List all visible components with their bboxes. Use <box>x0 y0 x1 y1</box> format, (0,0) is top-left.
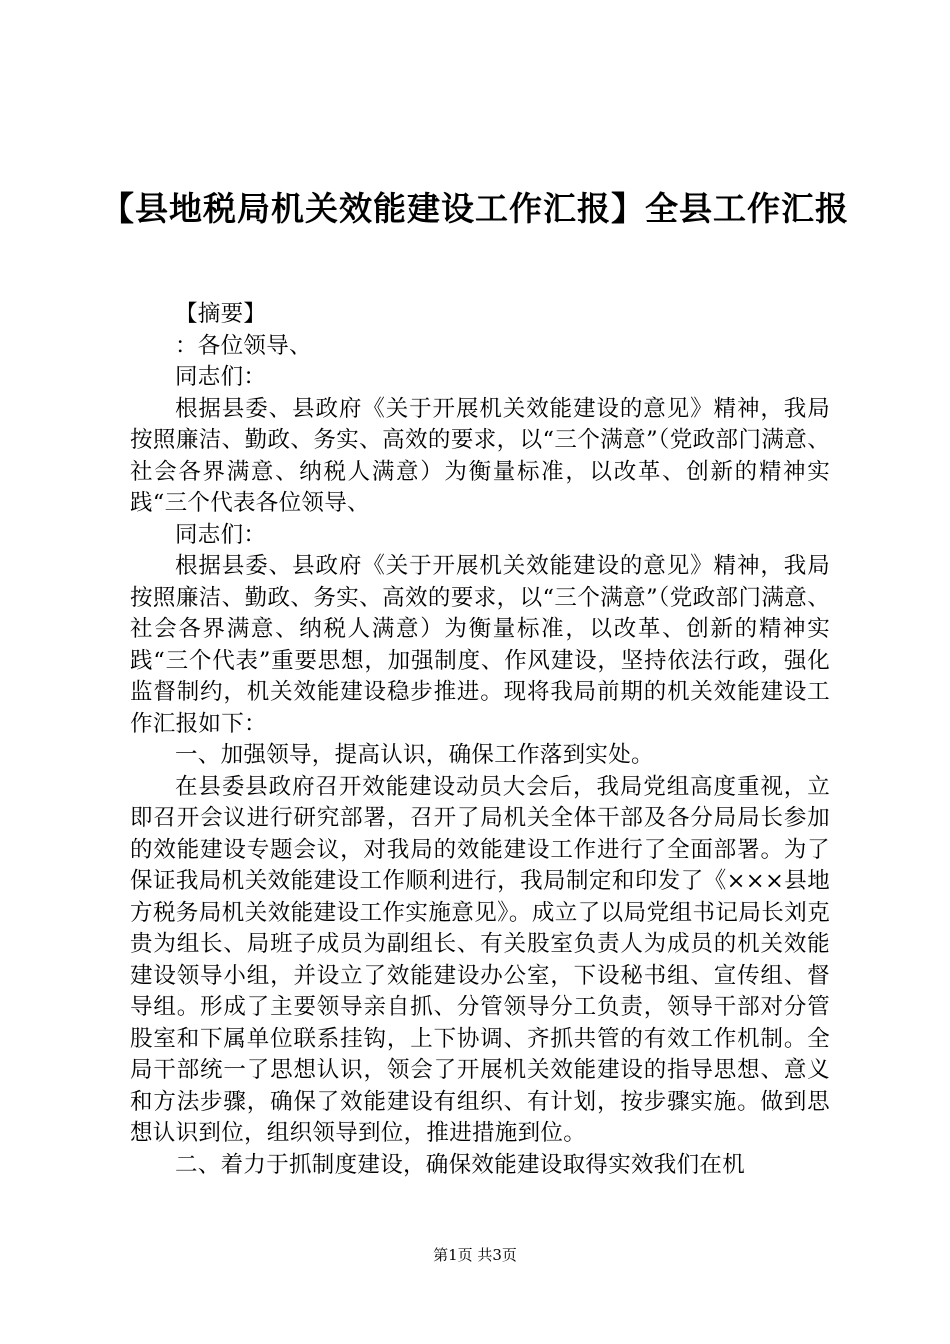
document-body <box>130 299 830 1181</box>
paragraph-greeting: 同志们： <box>175 364 267 390</box>
paragraph-section-1: 在县委县政府召开效能建设动员大会后，我局党组高度重视，立即召开会议进行研究部署，召开了局机关全体干部及各分局局长参加的效能建设专题会议，对我局的效能建设工作进行了全面部署。为了保证我局机关效能建设工作顺利进行，我局制定和印发了《×××县地方税务局机关效能建设工作实施意见》。成立了以局党组书记局长刘克贵为组长、局班子成员为副组长、有关股室负责人为成员的机关效能建设领导小组，并设立了效能建设办公室，下设秘书组、宣传组、督导组。形成了主要领导亲自抓、分管领导分工负责，领导干部对分管股室和下属单位联系挂钩，上下协调、齐抓共管的有效工作机制。全局干部统一了思想认识，领会了开展机关效能建设的指导思想、意义和方法步骤，确保了效能建设有组织、有计划，按步骤实施。做到思想认识到位，组织领导到位，推进措施到位。 <box>130 773 830 1146</box>
section-heading-1: 一、加强领导，提高认识，确保工作落到实处。 <box>175 742 654 768</box>
paragraph-salutation: ：各位领导、 <box>175 332 312 359</box>
page-footer: 第1页 共3页 <box>433 1246 517 1264</box>
paragraph-greeting-repeat: 同志们： <box>175 521 267 548</box>
paragraph-intro: 根据县委、县政府《关于开展机关效能建设的意见》精神，我局按照廉洁、勤政、务实、高效的要求，以“三个满意”（党政部门满意、社会各界满意、纳税人满意）为衡量标准，以改革、创新的精神实践“三个代表”重要思想，加强制度、作风建设，坚持依法行政，强化监督制约，机关效能建设稳步推进。现将我局前期的机关效能建设工作汇报如下： <box>130 553 830 737</box>
paragraph-intro-truncated: 根据县委、县政府《关于开展机关效能建设的意见》精神，我局按照廉洁、勤政、务实、高效的要求，以“三个满意”（党政部门满意、社会各界满意、纳税人满意）为衡量标准，以改革、创新的精神实践“三个代表各位领导、 <box>130 395 830 516</box>
paragraph-abstract-label: 【摘要】 <box>175 301 267 327</box>
section-heading-2: 二、着力于抓制度建设，确保效能建设取得实效我们在机 <box>175 1151 746 1178</box>
document-title: 【县地税局机关效能建设工作汇报】全县工作汇报 <box>101 189 849 228</box>
